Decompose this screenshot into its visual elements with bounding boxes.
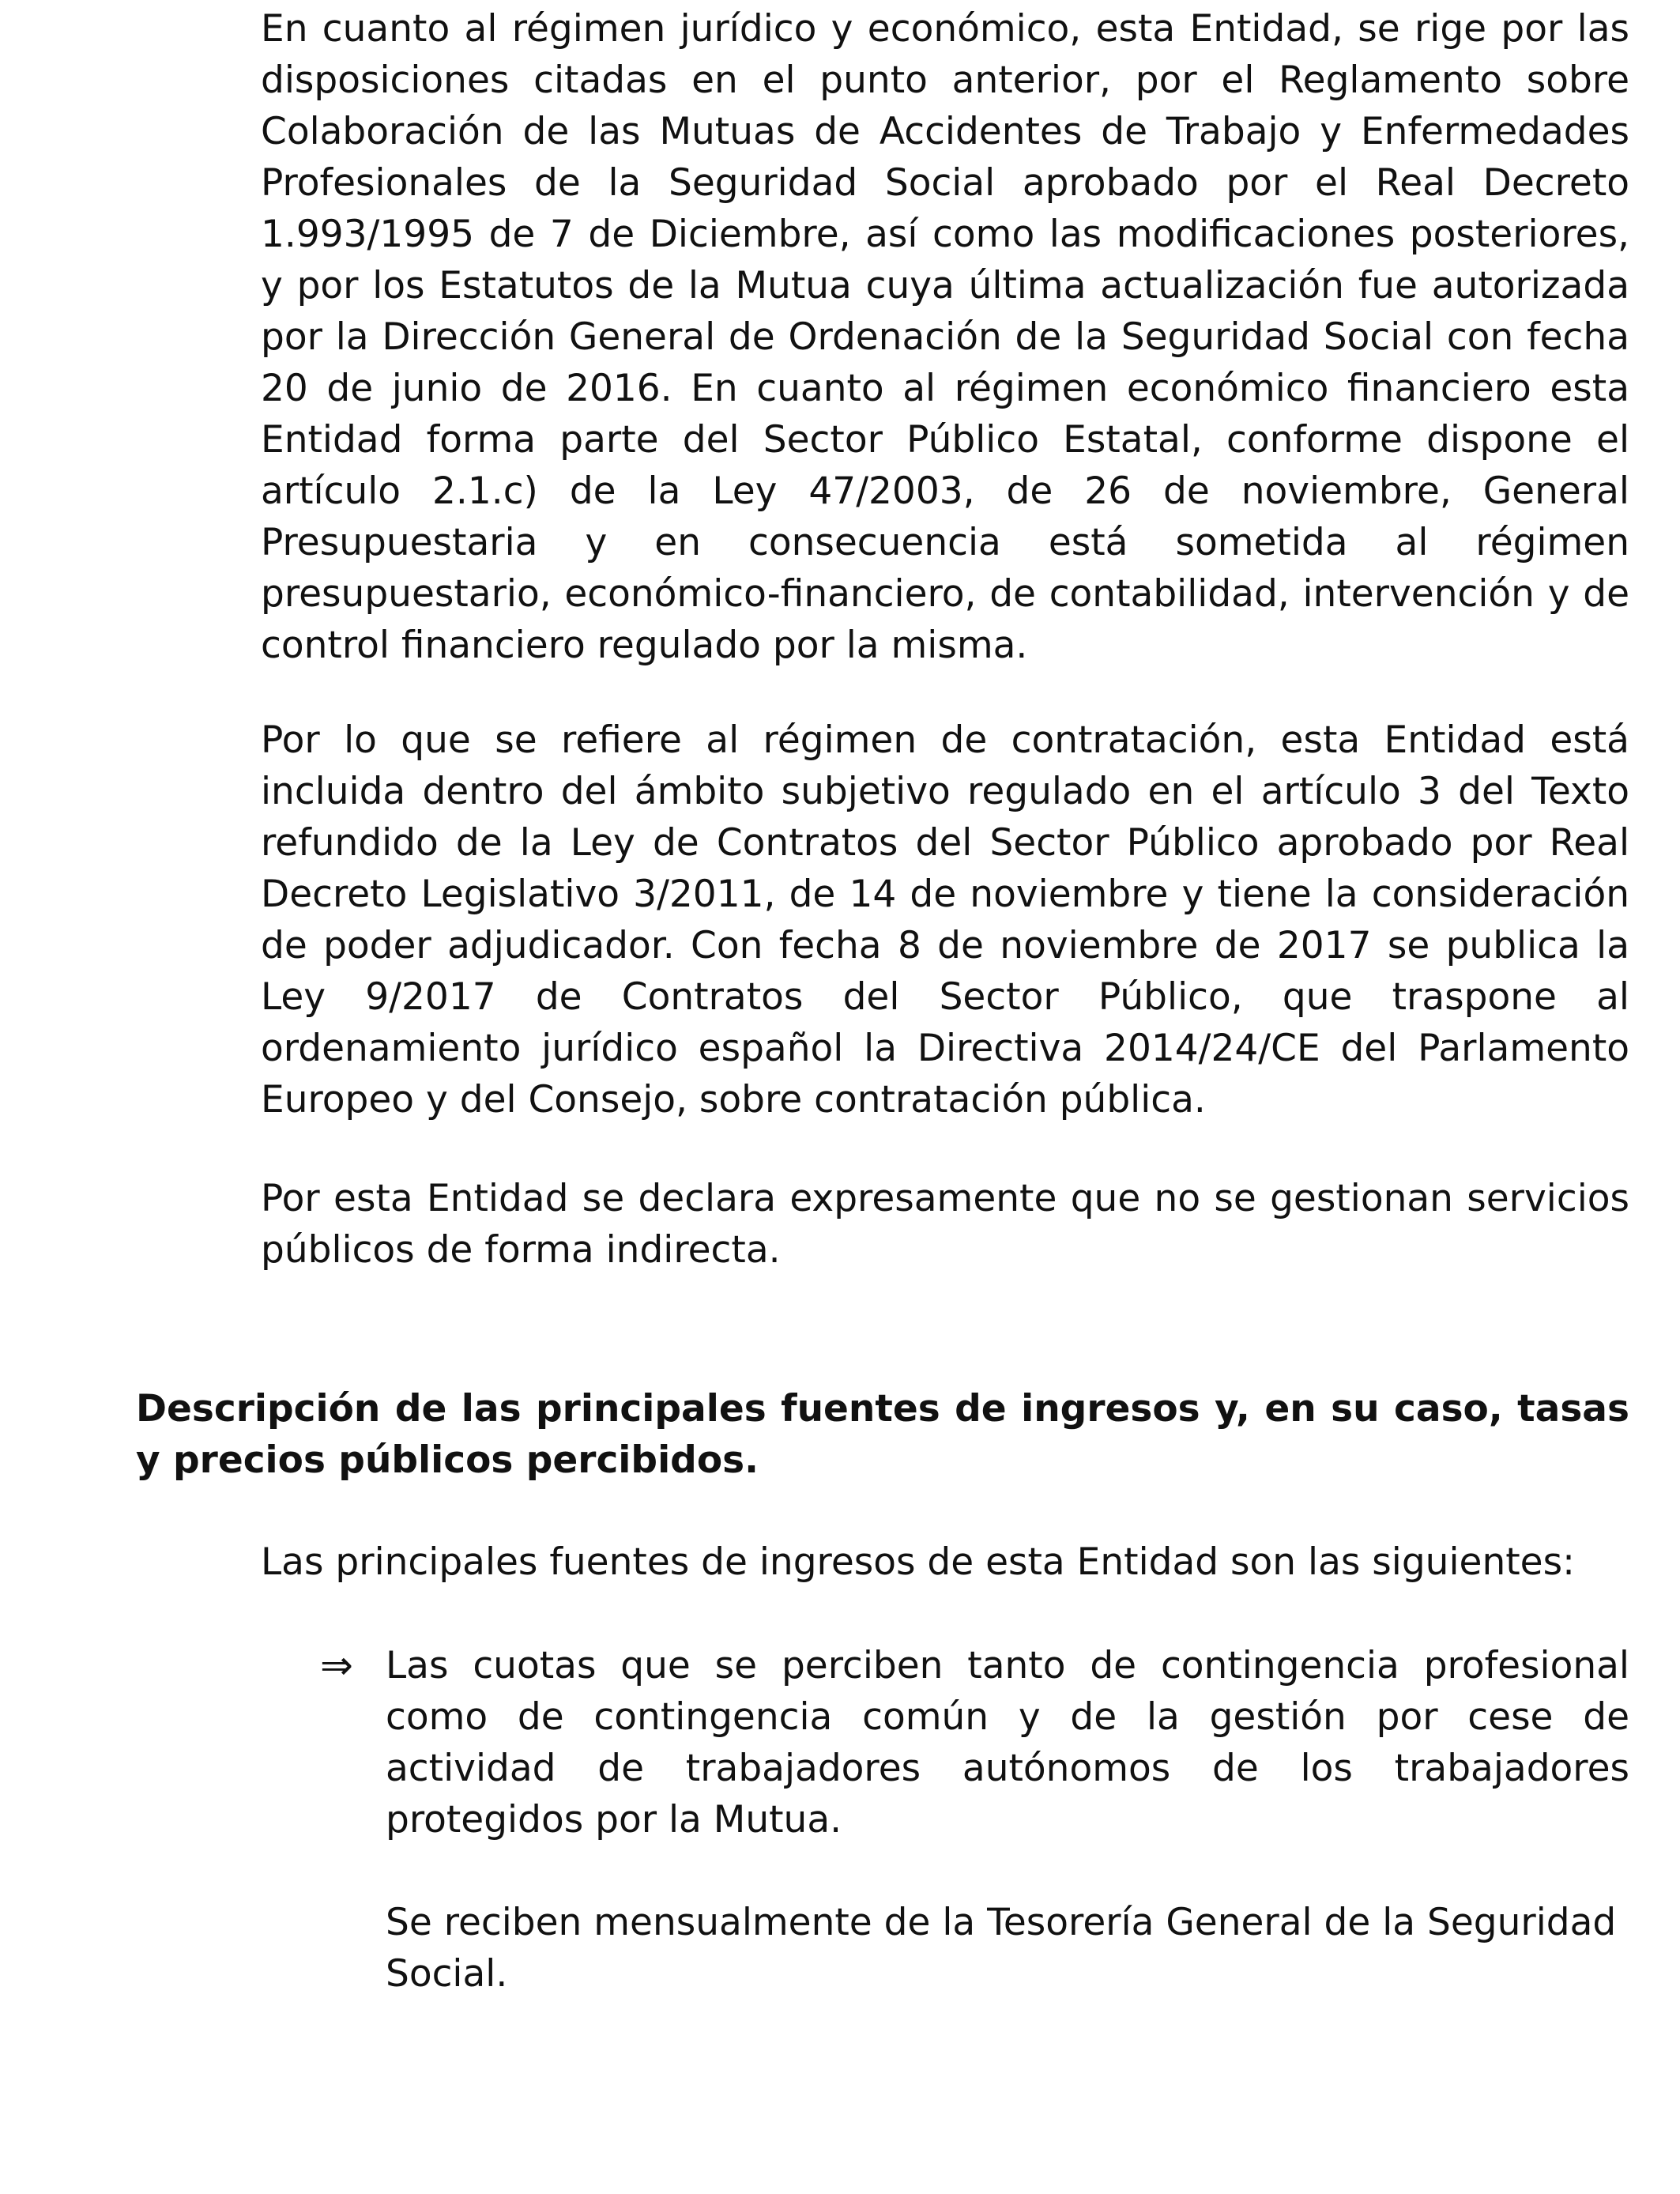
paragraph-regimen-juridico: En cuanto al régimen jurídico y económico, esta Entidad, se rige por las disposiciones citadas en el punto anterior, por el Reglamento sobre Colaboración de las Mutuas de Accidentes de Trabajo y Enfermedades Profesionales de la Seguridad Social aprobado por el Real Decreto 1.993/1995 de 7 de Diciembre, así como las modificaciones posteriores, y por los Estatutos de la Mutua cuya última actualización fue autorizada por la Dirección General de Ordenación de la Seguridad Social con fecha 20 de junio de 2016. En cuanto al régimen económico financiero esta Entidad forma parte del Sector Público Estatal, conforme dispone el artículo 2.1.c) de la Ley 47/2003, de 26 de noviembre, General Presupuestaria y en consecuencia está sometida al régimen presupuestario, económico-financiero, de contabilidad, intervención y de control financiero regulado por la misma.: [261, 7, 1629, 667]
paragraph-servicios-publicos: Por esta Entidad se declara expresamente que no se gestionan servicios públicos de forma indirecta.: [261, 1177, 1629, 1272]
bullet-note-tesoreria: Se reciben mensualmente de la Tesorería General de la Seguridad Social.: [386, 1901, 1617, 1996]
paragraph-regimen-contratacion: Por lo que se refiere al régimen de contratación, esta Entidad está incluida dentro del ámbito subjetivo regulado en el artículo 3 del Texto refundido de la Ley de Contratos del Sector Público aprobado por Real Decreto Legislativo 3/2011, de 14 de noviembre y tiene la consideración de poder adjudicador. Con fecha 8 de noviembre de 2017 se publica la Ley 9/2017 de Contratos del Sector Público, que traspone al ordenamiento jurídico español la Directiva 2014/24/CE del Parlamento Europeo y del Consejo, sobre contratación pública.: [261, 718, 1629, 1122]
double-arrow-icon: ⇒: [320, 1642, 353, 1688]
bullet-item-cuotas: Las cuotas que se perciben tanto de contingencia profesional como de contingencia común y de la gestión por cese de actividad de trabajadores autónomos de los trabajadores protegidos por la Mutua.: [386, 1644, 1629, 1842]
section-heading-fuentes-ingresos: Descripción de las principales fuentes de ingresos y, en su caso, tasas y precios públicos percibidos.: [136, 1387, 1629, 1482]
intro-sentence: Las principales fuentes de ingresos de esta Entidad son las siguientes:: [261, 1540, 1575, 1584]
